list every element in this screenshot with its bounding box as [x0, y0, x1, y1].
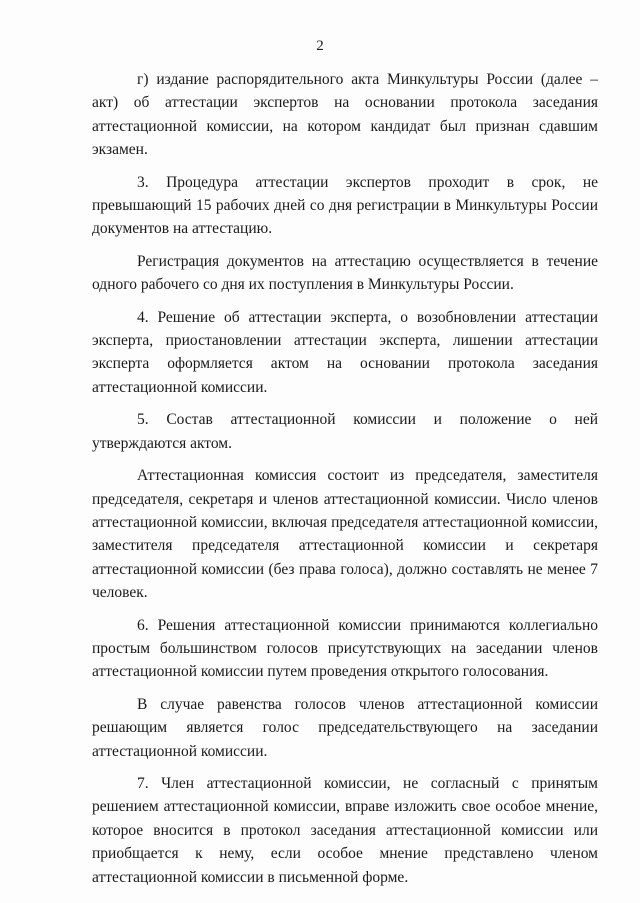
paragraph-tie-vote: В случае равенства голосов членов аттестационной комиссии решающим является голос председательствующего на заседании аттестационной комиссии.	[92, 695, 598, 760]
document-body	[92, 68, 598, 898]
paragraph-registration: Регистрация документов на аттестацию осуществляется в течение одного рабочего со дня их поступления в Минкультуры России.	[92, 252, 598, 294]
paragraph-4-decision: 4. Решение об аттестации эксперта, о возобновлении аттестации эксперта, приостановлении аттестации эксперта, лишении аттестации эксперта оформляется актом на основании протокола заседания аттестационной комиссии.	[92, 308, 598, 396]
paragraph-5-commission-composition: 5. Состав аттестационной комиссии и положение о ней утверждаются актом.	[92, 411, 598, 452]
paragraph-7-dissent: 7. Член аттестационной комиссии, не согласный с принятым решением аттестационной комиссии, вправе изложить свое особое мнение, которое вносится в протокол заседания аттестационной комиссии или приобщается к нему, если особое мнение представлено членом аттестационной комиссии в письменной форме.	[92, 774, 598, 886]
paragraph-item-g: г) издание распорядительного акта Минкультуры России (далее – акт) об аттестации экспертов на основании протокола заседания аттестационной комиссии, на котором кандидат был признан сдавшим экзамен.	[92, 71, 598, 159]
paragraph-6-decisions: 6. Решения аттестационной комиссии принимаются коллегиально простым большинством голосов присутствующих на заседании членов аттестационной комиссии путем проведения открытого голосования.	[92, 616, 598, 681]
page-number: 2	[316, 38, 324, 54]
paragraph-commission-members: Аттестационная комиссия состоит из председателя, заместителя председателя, секретаря и членов аттестационной комиссии. Число членов аттестационной комиссии, включая председателя аттестационной комиссии, заместителя председателя аттестационной комиссии и секретаря аттестационной комиссии (без права голоса), должно составлять не менее 7 человек.	[92, 467, 598, 602]
paragraph-3-procedure-term: 3. Процедура аттестации экспертов проходит в срок, не превышающий 15 рабочих дней со дня регистрации в Минкультуры России документов на аттестацию.	[92, 173, 598, 238]
